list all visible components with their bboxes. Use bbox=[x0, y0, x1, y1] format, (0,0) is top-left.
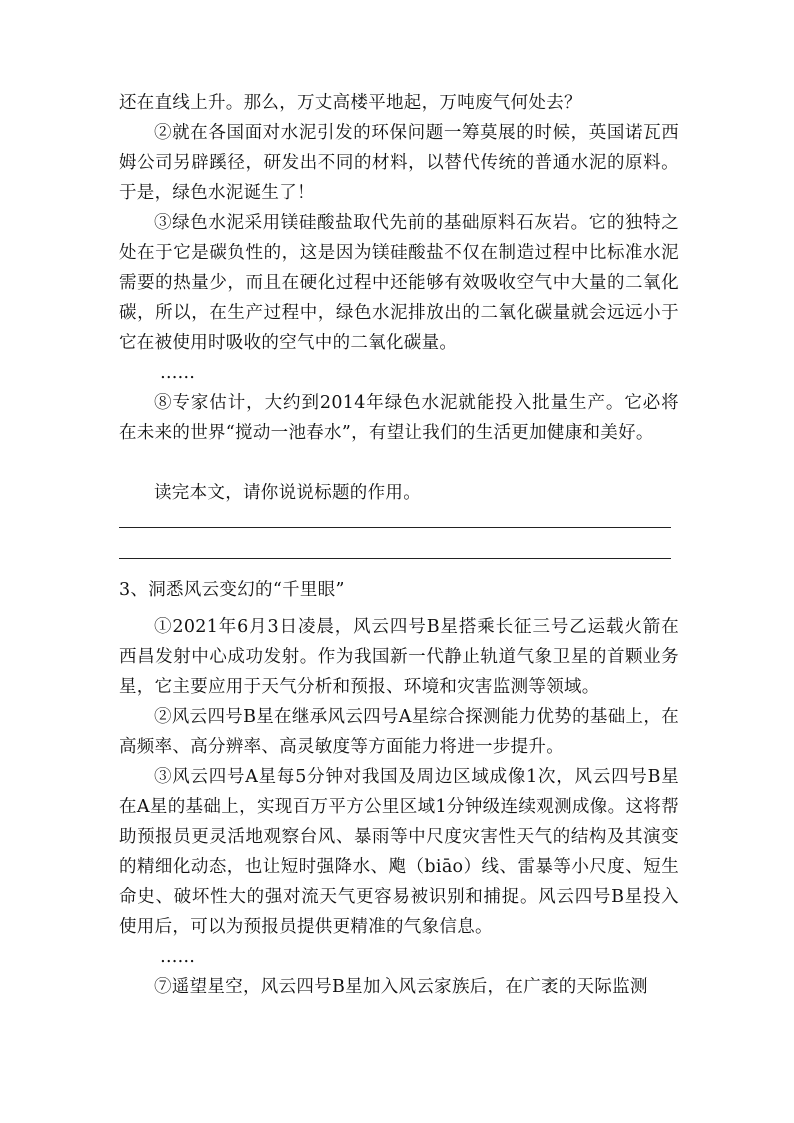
spacer bbox=[119, 559, 679, 575]
passage2-ellipsis: …… bbox=[160, 363, 195, 383]
answer-line-1[interactable] bbox=[119, 527, 671, 528]
passage3-ellipsis: …… bbox=[160, 947, 195, 967]
passage3-paragraph-2: ②风云四号B星在继承风云四号A星综合探测能力优势的基础上，在高频率、高分辨率、高灵敏度等方面能力将进一步提升。 bbox=[119, 707, 679, 757]
passage3-paragraph-7: ⑦遥望星空，风云四号B星加入风云家族后，在广袤的天际监测 bbox=[154, 977, 648, 997]
passage2-continuation: 还在直线上升。那么，万丈高楼平地起，万吨废气何处去？ bbox=[119, 93, 582, 113]
passage3-paragraph-1: ①2021年6月3日凌晨，风云四号B星搭乘长征三号乙运载火箭在西昌发射中心成功发射。作为我国新一代静止轨道气象卫星的首颗业务星，它主要应用于天气分析和预报、环境和灾害监测等领域。 bbox=[119, 617, 679, 697]
passage2-paragraph-2: ②就在各国面对水泥引发的环保问题一筹莫展的时候，英国诺瓦西姆公司另辟蹊径，研发出不同的材料，以替代传统的普通水泥的原料。于是，绿色水泥诞生了！ bbox=[119, 123, 679, 203]
passage2-paragraph-8: ⑧专家估计，大约到2014年绿色水泥就能投入批量生产。它必将在未来的世界“搅动一池春水”，有望让我们的生活更加健康和美好。 bbox=[119, 393, 679, 443]
passage3-paragraph-3: ③风云四号A星每5分钟对我国及周边区域成像1次，风云四号B星在A星的基础上，实现百万平方公里区域1分钟级连续观测成像。这将帮助预报员更灵活地观察台风、暴雨等中尺度灾害性天气的结构及其演变的精细化动态，也让短时强降水、飑（biāo）线、雷暴等小尺度、短生命史、破坏性大的强对流天气更容易被识别和捕捉。风云四号B星投入使用后，可以为预报员提供更精准的气象信息。 bbox=[119, 767, 679, 937]
spacer bbox=[119, 448, 679, 478]
passage2-paragraph-3: ③绿色水泥采用镁硅酸盐取代先前的基础原料石灰岩。它的独特之处在于它是碳负性的，这是因为镁硅酸盐不仅在制造过程中比标准水泥需要的热量少，而且在硬化过程中还能够有效吸收空气中大量的二氧化碳，所以，在生产过程中，绿色水泥排放出的二氧化碳量就会远远小于它在被使用时吸收的空气中的二氧化碳量。 bbox=[119, 213, 679, 353]
spacer bbox=[119, 605, 679, 612]
passage2-question: 读完本文，请你说说标题的作用。 bbox=[154, 483, 421, 503]
passage3-heading: 3、洞悉风云变幻的“千里眼” bbox=[119, 580, 345, 600]
document-page bbox=[119, 88, 679, 1002]
